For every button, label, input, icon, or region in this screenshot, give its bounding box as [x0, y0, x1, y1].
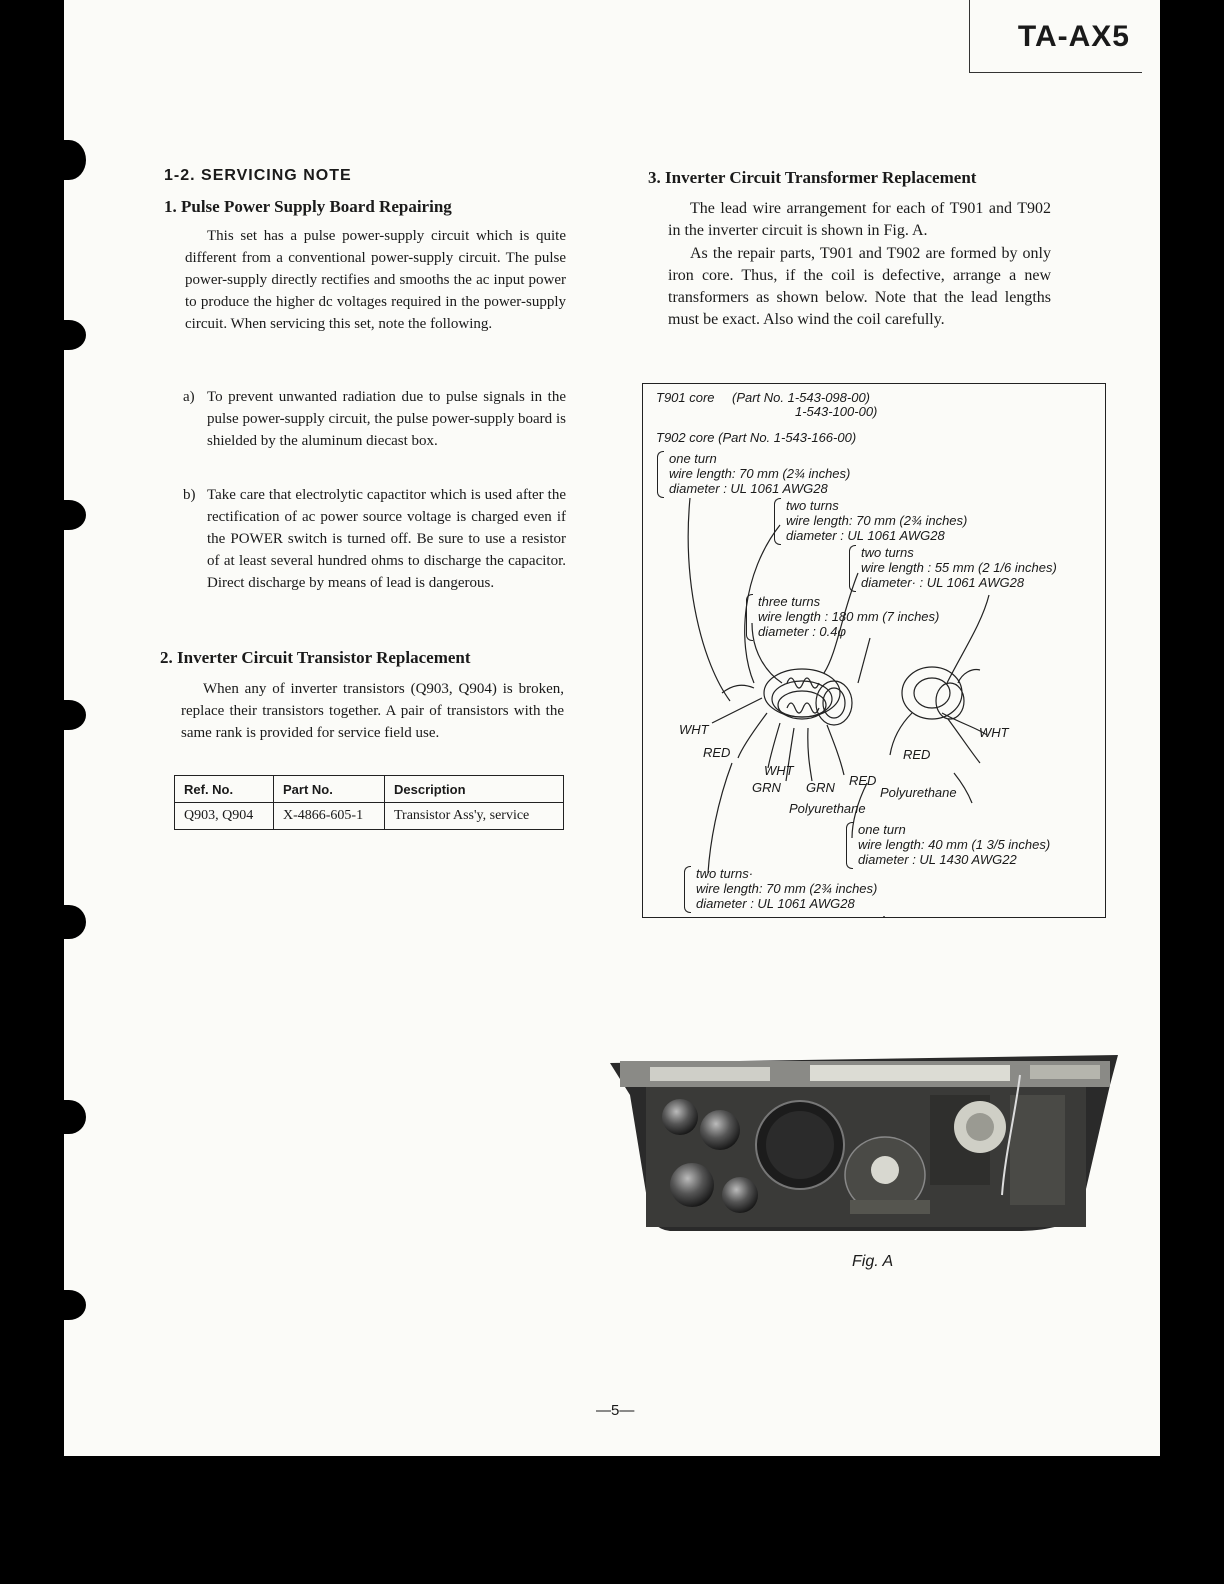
wire-label-polyurethane: Polyurethane: [880, 785, 957, 800]
punch-hole: [52, 905, 86, 939]
list-item-a: [183, 386, 566, 452]
table-row: [175, 803, 564, 830]
table-cell: Q903, Q904: [175, 803, 274, 830]
leader-line: [688, 498, 730, 701]
spec-turns: two turns·: [696, 866, 754, 881]
punch-hole: [52, 320, 86, 350]
wire-label-wht: WHT: [979, 725, 1009, 740]
spec-length: wire length: 70 mm (2¾ inches): [696, 881, 878, 896]
spec-diameter: diameter : UL 1061 AWG28: [669, 481, 828, 496]
table-header-cell: Ref. No.: [175, 776, 274, 803]
power-supply-board-photo: [610, 1055, 1118, 1232]
spec-diameter: diameter : UL 1061 AWG28: [786, 528, 945, 543]
leader-line: [858, 638, 870, 683]
table-cell: Transistor Ass'y, service: [385, 803, 564, 830]
model-header-box: [969, 0, 1142, 73]
spec-turns: three turns: [758, 594, 821, 609]
spec-length: wire length: 70 mm (2¾ inches): [786, 513, 968, 528]
model-number: TA-AX5: [1017, 20, 1130, 53]
spec-turns: one turn: [669, 451, 717, 466]
list-item-b: [183, 484, 566, 594]
table-header-cell: Description: [385, 776, 564, 803]
t901-core-label: T901 core: [656, 390, 715, 405]
wire-label-wht: WHT: [764, 763, 794, 778]
list-text: To prevent unwanted radiation due to pulse signals in the pulse power-supply circuit, the pulse power-supply board is shielded by the aluminum diecast box.: [207, 389, 566, 449]
spec-length: wire length: 40 mm (1 3/5 inches): [858, 837, 1051, 852]
section3-title: 3. Inverter Circuit Transformer Replacement: [648, 168, 977, 187]
spec-turns: one turn: [858, 822, 906, 837]
list-marker: b): [183, 487, 196, 503]
punch-hole: [52, 500, 86, 530]
section2-title: 2. Inverter Circuit Transistor Replacement: [160, 648, 471, 667]
table-header-row: [175, 776, 564, 803]
spec-diameter: diameter : UL 1061 AWG28: [696, 896, 855, 911]
leader-line: [947, 595, 989, 683]
wire-label-grn: GRN: [806, 780, 835, 795]
list-text: Take care that electrolytic capactitor which is used after the rectification of ac power source voltage is charged even if the POWER switch is turned off. Be sure to use a resistor of at least several hundred ohms to discharge the capacitor. Direct discharge by means of lead is dangerous.: [207, 487, 566, 591]
wire-label-red: RED: [903, 747, 931, 762]
spec-length: wire length : 180 mm (7 inches): [758, 609, 940, 624]
section1-intro: This set has a pulse power-supply circuit which is quite different from a conventional power-supply circuit. The pulse power-supply directly rectifies and smooths the ac input power to produce the higher dc voltages required in the power-supply circuit. When servicing this set, note the following.: [185, 228, 566, 332]
punch-hole: [52, 1290, 86, 1320]
parts-table: [174, 775, 564, 830]
leader-line: [745, 525, 780, 683]
punch-hole: [52, 1100, 86, 1134]
section3-para1: The lead wire arrangement for each of T901 and T902 in the inverter circuit is shown in Fig. A.: [668, 200, 1051, 239]
list-marker: a): [183, 389, 195, 405]
spec-turns: two turns: [861, 545, 914, 560]
t901-part-number-alt: 1-543-100-00): [795, 404, 878, 419]
table-header-cell: Part No.: [274, 776, 385, 803]
spec-length: wire length: 70 mm (2¾ inches): [669, 466, 851, 481]
wire-label-red: RED: [703, 745, 731, 760]
wire-label-grn: GRN: [752, 780, 781, 795]
t902-core-label: T902 core (Part No. 1-543-166-00): [656, 430, 857, 445]
servicing-note-heading: 1-2. SERVICING NOTE: [164, 167, 352, 184]
table-cell: X-4866-605-1: [274, 803, 385, 830]
spec-diameter: diameter : UL 1430 AWG22: [858, 852, 1017, 867]
section3-para2: As the repair parts, T901 and T902 are formed by only iron core. Thus, if the coil is defective, arrange a new transformers as shown below. Note that the lead lengths must be exact. Also wind the coil carefully.: [668, 245, 1051, 328]
spec-diameter: diameter : 0.4φ: [758, 624, 846, 639]
section1-title: 1. Pulse Power Supply Board Repairing: [164, 197, 452, 216]
section2-text: When any of inverter transistors (Q903, Q904) is broken, replace their transistors together. A pair of transistors with the same rank is provided for service field use.: [181, 681, 564, 741]
punch-hole: [52, 140, 86, 180]
figure-caption: Fig. A: [852, 1253, 894, 1270]
spec-diameter: diameter· : UL 1061 AWG28: [861, 575, 1025, 590]
t901-part-number: (Part No. 1-543-098-00): [732, 390, 871, 405]
spec-turns: two turns: [786, 498, 839, 513]
punch-hole: [52, 700, 86, 730]
leader-line: [824, 573, 858, 673]
wire-label-polyurethane: Polyurethane: [789, 801, 866, 816]
wire-label-red: RED: [849, 773, 877, 788]
wire-label-wht: WHT: [679, 722, 709, 737]
leader-line: [708, 763, 732, 873]
page-number: —5—: [596, 1402, 635, 1419]
spec-length: wire length : 55 mm (2 1/6 inches): [861, 560, 1057, 575]
transformer-drawing: [642, 383, 1106, 918]
